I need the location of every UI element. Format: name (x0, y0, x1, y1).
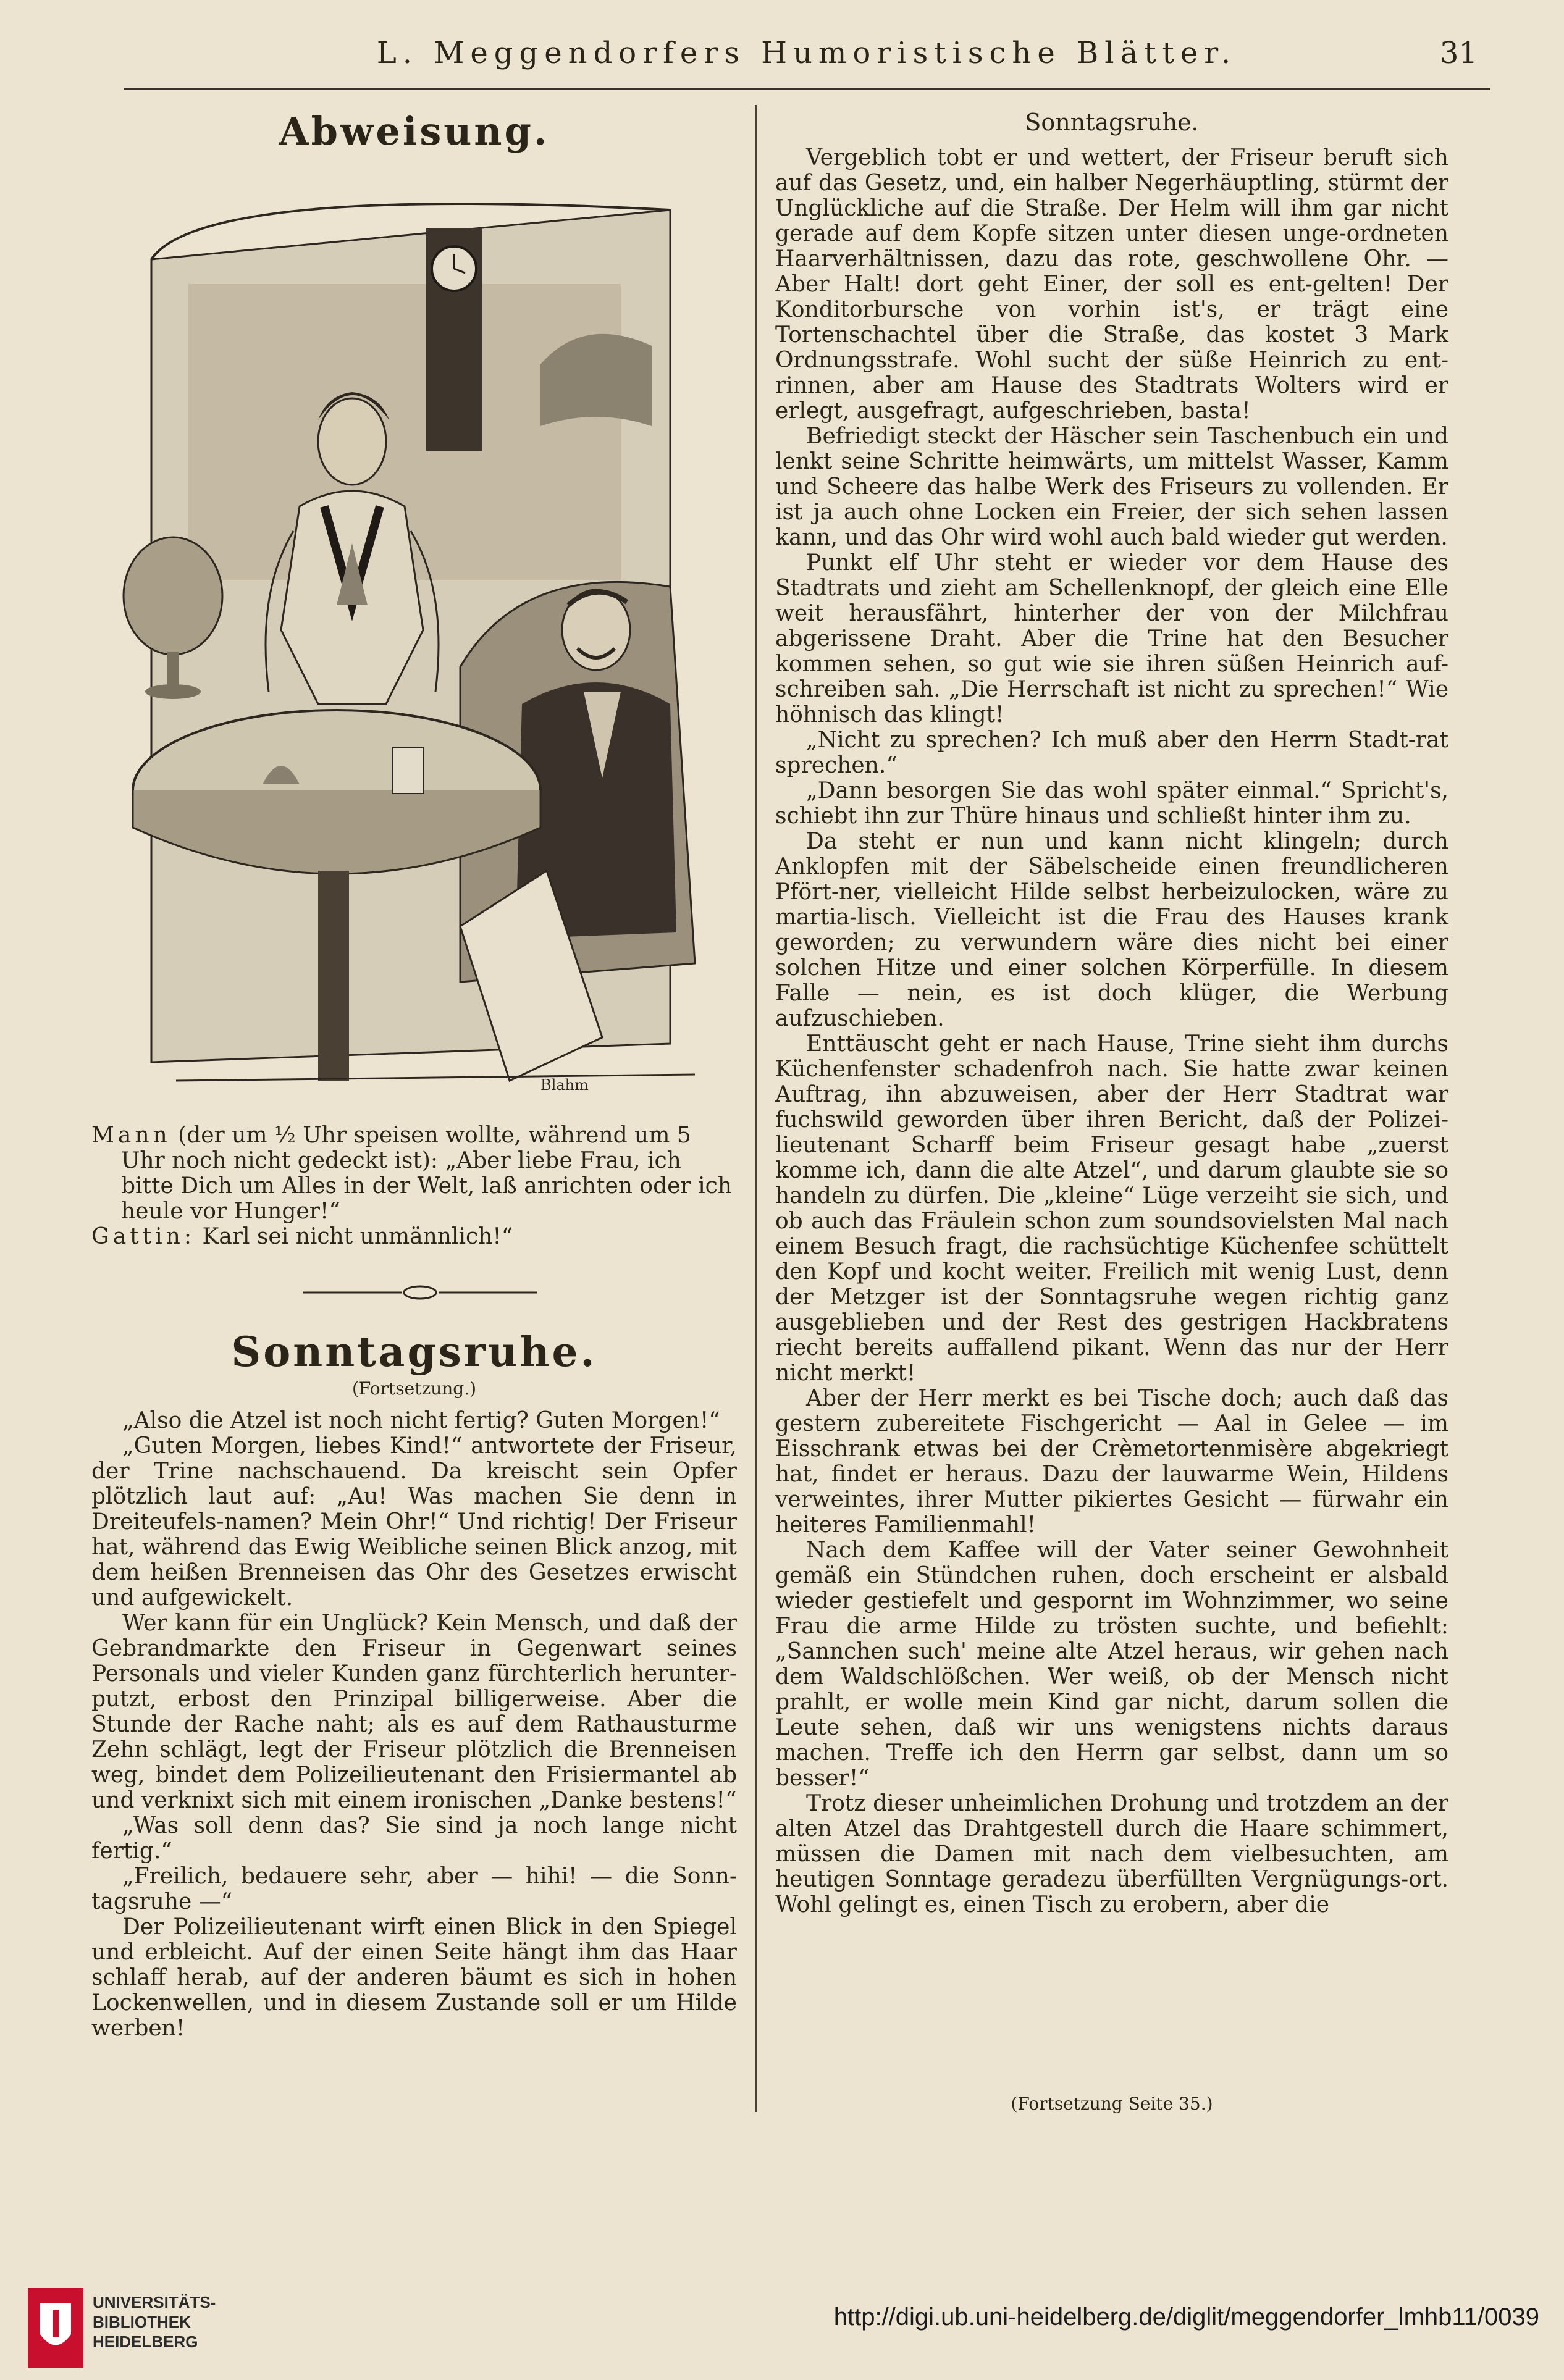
paragraph: Nach dem Kaffee will der Vater seiner Gewohnheit gemäß ein Stündchen ruhen, doch erscheint er alsbald wieder gestiefelt und gespornt im Wohnzimmer, wo seine Frau die arme Hilde zu trösten suchte, und befiehlt: „Sannchen such' meine alte Atzel heraus, wir gehen nach dem Waldschlößchen. Wer weiß, ob der Mensch nicht prahlt, er wolle mein Kind gar nicht, darum sollen die Leute sehen, daß wir uns wenigstens nichts daraus machen. Treffe ich den Herrn gar selbst, dann um so besser!“ (775, 1538, 1448, 1791)
paragraph: Der Polizeilieutenant wirft einen Blick in den Spiegel und erbleicht. Auf der einen Seite hängt ihm das Haar schlaff herab, auf der anderen bäumt es sich in hohen Lockenwellen, und in diesem Zustande soll er um Hilde werben! (91, 1914, 737, 2041)
caption-speaker: Gattin: (91, 1224, 195, 1249)
left-column-text (91, 1408, 737, 2041)
paragraph: Da steht er nun und kann nicht klingeln; durch Anklopfen mit der Säbelscheide einen freundlicheren Pfört-ner, vielleicht Hilde selbst herbeizulocken, wäre zu martia-lisch. Vielleicht ist die Frau des Hauses krank geworden; zu verwundern wäre dies nicht bei einer solchen Hitze und einer solchen Körperfülle. In diesem Falle — nein, es ist doch klüger, die Werbung aufzuschieben. (775, 829, 1448, 1031)
paragraph: „Nicht zu sprechen? Ich muß aber den Herrn Stadt-rat sprechen.“ (775, 727, 1448, 778)
caption-text: Karl sei nicht unmännlich!“ (202, 1224, 513, 1249)
paragraph: „Dann besorgen Sie das wohl später einmal.“ Spricht's, schiebt ihn zur Thüre hinaus und schließt hinter ihm zu. (775, 778, 1448, 829)
clock-drawing (426, 228, 482, 451)
paragraph: Wer kann für ein Unglück? Kein Mensch, und daß der Gebrandmarkte den Friseur in Gegenwart seines Personals und vieler Kunden ganz fürchterlich herunter-putzt, erbost den Prinzipal billigerweise. Aber die Stunde der Rache naht; als es auf dem Rathausturme Zehn schlägt, legt der Friseur plötzlich die Brenneisen weg, bindet dem Polizeilieutenant den Frisiermantel ab und verknixt sich mit einem ironischen „Danke bestens!“ (91, 1611, 737, 1813)
paragraph: „Guten Morgen, liebes Kind!“ antwortete der Friseur, der Trine nachschauend. Da kreischt sein Opfer plötzlich laut auf: „Au! Was machen Sie denn in Dreiteufels-namen? Mein Ohr!“ Und richtig! Der Friseur hat, während das Ewig Weibliche seinen Blick anzog, mit dem heißen Brenneisen das Ohr des Gesetzes erwischt und aufgewickelt. (91, 1433, 737, 1611)
column-divider (755, 105, 757, 2112)
institution-name (93, 2292, 216, 2352)
caption-speaker: Mann (91, 1123, 171, 1148)
right-column-text (775, 145, 1448, 1917)
right-column-heading: Sonntagsruhe. (1025, 109, 1199, 136)
paragraph: Enttäuscht geht er nach Hause, Trine sieht ihm durchs Küchenfenster schadenfroh nach. Sie hatte zwar keinen Auftrag, ihn abzuweisen, aber der Herr Stadtrat war fuchswild geworden über ihren Bericht, daß der Polizei-lieutenant Scharff beim Friseur gesagt habe „zuerst komme ich, dann die alte Atzel“, und darum glaubte sie so handeln zu dürfen. Die „kleine“ Lüge verzeiht sie sich, und ob auch das Fräulein schon zum soundsovielsten Mal nach einem Besuch fragt, die rachsüchtige Küchenfee schüttelt den Kopf und kocht weiter. Freilich mit wenig Lust, denn der Metzger ist der Sonntagsruhe wegen richtig ganz ausgeblieben und der Rest des gestrigen Hackbratens riecht bereits auffallend pikant. Wenn das nur der Herr nicht merkt! (775, 1031, 1448, 1386)
running-head-title: L. Meggendorfers Humoristische Blätter. (376, 36, 1237, 70)
illustration-signature: Blahm (540, 1076, 589, 1094)
story-title: Sonntagsruhe. (231, 1328, 597, 1376)
running-head (124, 32, 1490, 90)
caption-line (91, 1224, 737, 1249)
caption-line (91, 1123, 737, 1224)
institution-line: UNIVERSITÄTS- (93, 2293, 216, 2311)
institution-line: HEIDELBERG (93, 2332, 198, 2351)
paragraph: „Freilich, bedauere sehr, aber — hihi! — die Sonn-tagsruhe —“ (91, 1864, 737, 1914)
paragraph: Vergeblich tobt er und wettert, der Friseur beruft sich auf das Gesetz, und, ein halber Negerhäuptling, stürmt der Unglückliche auf die Straße. Der Helm will ihm gar nicht gerade auf dem Kopfe sitzen unter diesen unge-ordneten Haarverhältnissen, dazu das rote, geschwollene Ohr. — Aber Halt! dort geht Einer, der soll es ent-gelten! Der Konditorbursche von vorhin ist's, er trägt eine Tortenschachtel über die Straße, das kostet 3 Mark Ordnungsstrafe. Wohl sucht der süße Heinrich zu ent-rinnen, aber am Hause des Stadtrats Wolters wird er erlegt, ausgefragt, aufgeschrieben, basta! (775, 145, 1448, 424)
paragraph: Aber der Herr merkt es bei Tische doch; auch daß das gestern zubereitete Fischgericht — Aal in Gelee — im Eisschrank etwas bei der Crèmetortenmisère abgekriegt hat, findet er heraus. Dazu der lauwarme Wein, Hildens verweintes, ihrer Mutter pikiertes Gesicht — fürwahr ein heiteres Familienmahl! (775, 1386, 1448, 1538)
cartoon-illustration (114, 161, 717, 1112)
cartoon-heading: Abweisung. (279, 109, 550, 154)
caption-text: (der um ½ Uhr speisen wollte, während um 5 Uhr noch nicht gedeckt ist): „Aber liebe Frau, ich bitte Dich um Alles in der Welt, laß anrichten oder ich heule vor Hunger!“ (121, 1123, 732, 1224)
paragraph: Trotz dieser unheimlichen Drohung und trotzdem an der alten Atzel das Drahtgestell durch die Haare schimmert, müssen die Damen mit nach dem vielbesuchten, am heutigen Sonntage geradezu überfüllten Vergnügungs-ort. Wohl gelingt es, einen Tisch zu erobern, aber die (775, 1791, 1448, 1917)
institution-line: BIBLIOTHEK (93, 2313, 191, 2331)
university-logo-icon (25, 2285, 86, 2371)
paragraph: „Also die Atzel ist noch nicht fertig? Guten Morgen!“ (122, 1408, 720, 1433)
cartoon-caption (91, 1123, 737, 1249)
paragraph: Punkt elf Uhr steht er wieder vor dem Hause des Stadtrats und zieht am Schellenknopf, der gleich eine Elle weit herausfährt, hinterher der von der Milchfrau abgerissene Draht. Aber die Trine hat den Besucher kommen sehen, so gut wie sie ihren süßen Heinrich auf-schreiben sah. „Die Herrschaft ist nicht zu sprechen!“ Wie höhnisch das klingt! (775, 550, 1448, 727)
continuation-note: (Fortsetzung Seite 35.) (1011, 2093, 1213, 2114)
fortsetzung-note: (Fortsetzung.) (351, 1378, 477, 1399)
ornament-divider (303, 1283, 537, 1302)
paragraph: „Was soll denn das? Sie sind ja noch lange nicht fertig.“ (91, 1813, 737, 1864)
source-url-link[interactable]: http://digi.ub.uni-heidelberg.de/diglit/meggendorfer_lmhb11/0039 (833, 2303, 1539, 2331)
footer-bar (0, 2260, 1564, 2380)
paragraph: Befriedigt steckt der Häscher sein Taschenbuch ein und lenkt seine Schritte heimwärts, um mittelst Wasser, Kamm und Scheere das halbe Werk des Friseurs zu vollenden. Er ist ja auch ohne Locken ein Freier, der sich sehen lassen kann, und das Ohr wird wohl auch bald wieder gut werden. (775, 424, 1448, 550)
page-number: 31 (1439, 36, 1478, 70)
